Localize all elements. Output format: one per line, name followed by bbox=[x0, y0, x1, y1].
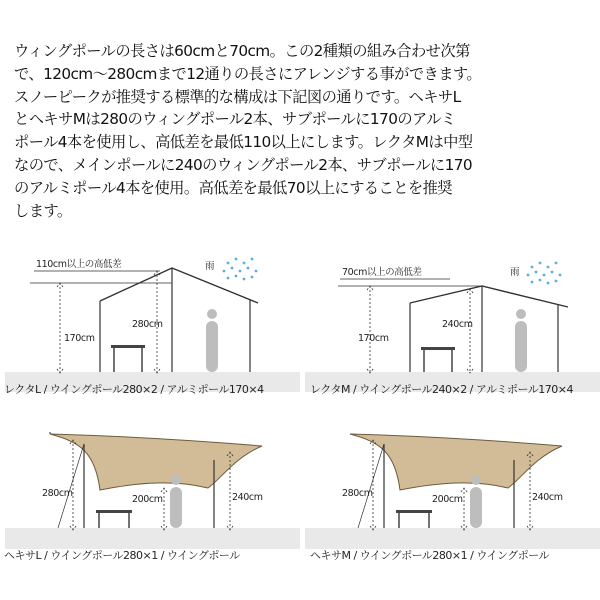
recta-m-panel bbox=[300, 245, 600, 415]
height-diff-label: 110cm以上の高低差 bbox=[36, 259, 122, 270]
hexa-l-caption: ヘキサL / ウイングポール280×1 / ウイングポール bbox=[4, 549, 240, 562]
hexa-l-panel bbox=[0, 420, 300, 590]
intro-line-5: ポール4本を使用し、高低差を最低110以上にします。レクタMは中型 bbox=[14, 133, 473, 152]
main-pole-label: 280cm bbox=[132, 319, 163, 330]
hexa-m-panel bbox=[300, 420, 600, 590]
table bbox=[111, 345, 145, 372]
intro-line-1: ウィングポールの長さは60cmと70cm。この2種類の組み合わせ次第 bbox=[14, 42, 470, 60]
rain-drops bbox=[527, 262, 562, 285]
ground bbox=[5, 528, 300, 549]
intro-text bbox=[14, 40, 590, 222]
rain-drops bbox=[223, 258, 258, 281]
hexa-l-diagram bbox=[0, 420, 300, 590]
person-height-label: 200cm bbox=[132, 494, 163, 505]
main-pole-label: 280cm bbox=[42, 488, 73, 499]
intro-line-6: なので、メインポールに240のウィングポール2本、サブポールに170 bbox=[14, 155, 472, 174]
person bbox=[206, 309, 218, 372]
main-pole-label: 280cm bbox=[342, 488, 373, 499]
main-pole-dimension bbox=[70, 440, 76, 530]
intro-line-8: します。 bbox=[14, 201, 72, 220]
table bbox=[396, 510, 432, 528]
sub-pole-dimension bbox=[57, 283, 63, 373]
main-pole-dimension bbox=[467, 289, 473, 373]
person bbox=[515, 309, 527, 372]
ground bbox=[305, 528, 600, 549]
recta-l-diagram bbox=[0, 245, 300, 415]
intro-line-7: のアルミポール4本を使用。高低差を最低70以上にすることを推奨 bbox=[14, 178, 452, 197]
hexa-m-diagram bbox=[300, 420, 600, 590]
guy-line bbox=[358, 444, 384, 528]
hexa-m-caption: ヘキサM / ウイングポール280×1 / ウイングポール bbox=[310, 549, 550, 562]
recta-l-panel bbox=[0, 245, 300, 415]
guy-line bbox=[58, 444, 84, 528]
main-pole-dimension bbox=[370, 440, 376, 530]
sub-pole-label: 170cm bbox=[358, 333, 389, 344]
intro-line-3: スノーピークが推奨する標準的な構成は下記図の通りです。ヘキサL bbox=[14, 87, 461, 106]
sub-pole-label: 240cm bbox=[532, 492, 563, 503]
tarp-roof bbox=[410, 286, 568, 307]
intro-line-2: で、120cm〜280cmまで12通りの長さにアレンジする事ができます。 bbox=[14, 64, 482, 83]
sub-pole-label: 240cm bbox=[232, 492, 263, 503]
rain-label: 雨 bbox=[205, 261, 215, 272]
sub-pole-dimension bbox=[367, 286, 373, 373]
table bbox=[421, 347, 455, 372]
height-diff-label: 70cm以上の高低差 bbox=[342, 267, 422, 278]
intro-line-4: とヘキサMは280のウィングポール2本、サブポールに170のアルミ bbox=[14, 110, 456, 129]
person-height-label: 200cm bbox=[432, 494, 463, 505]
rain-label: 雨 bbox=[510, 267, 520, 278]
tarp-roof bbox=[100, 268, 258, 303]
recta-m-caption: レクタM / ウイングポール240×2 / アルミポール170×4 bbox=[310, 383, 573, 396]
main-pole-label: 240cm bbox=[442, 319, 473, 330]
recta-l-caption: レクタL / ウイングポール280×2 / アルミポール170×4 bbox=[4, 383, 264, 396]
sub-pole-label: 170cm bbox=[64, 333, 95, 344]
table bbox=[96, 510, 132, 528]
recta-m-diagram bbox=[300, 245, 600, 415]
